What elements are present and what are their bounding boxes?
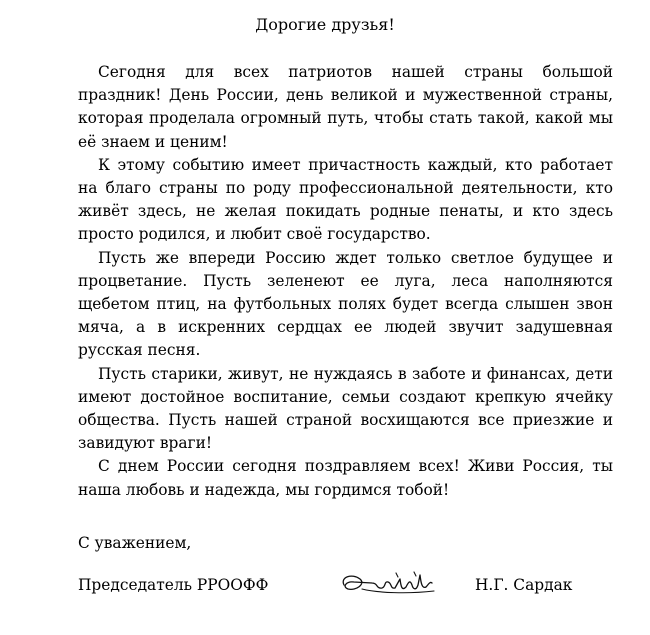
letter-paragraph: Сегодня для всех патриотов нашей страны большой праздник! День России, день великой и мужественной страны, которая проделала огромный путь, чтобы стать такой, какой мы её знаем и ценим! [78, 63, 613, 151]
letter-paragraph: С днем России сегодня поздравляем всех! Живи Россия, ты наша любовь и надежда, мы гордимся тобой! [78, 457, 613, 499]
signature-block [78, 573, 613, 603]
letter-closing: С уважением, [78, 534, 192, 552]
letter-paragraph: Пусть старики, живут, не нуждаясь в заботе и финансах, дети имеют достойное воспитание, семьи создают крепкую ячейку общества. Пусть нашей страной восхищаются все приезжие и завидуют враги! [78, 364, 613, 453]
letter-greeting: Дорогие друзья! [255, 15, 395, 34]
handwritten-signature [338, 567, 438, 599]
letter-paragraph: К этому событию имеет причастность каждый, кто работает на благо страны по роду профессиональной деятельности, кто живёт здесь, не желая покидать родные пенаты, и кто здесь просто родился, и любит своё государство. [78, 155, 613, 244]
letter-body [78, 61, 613, 502]
signer-name: Н.Г. Сардак [475, 576, 573, 594]
signer-role: Председатель РРООФФ [78, 576, 269, 594]
letter-paragraph: Пусть же впереди Россию ждет только светлое будущее и процветание. Пусть зеленеют ее луга, леса наполняются щебетом птиц, на футбольных полях будет всегда слышен звон мяча, а в искренних сердцах ее людей звучит задушевная русская песня. [78, 248, 613, 360]
